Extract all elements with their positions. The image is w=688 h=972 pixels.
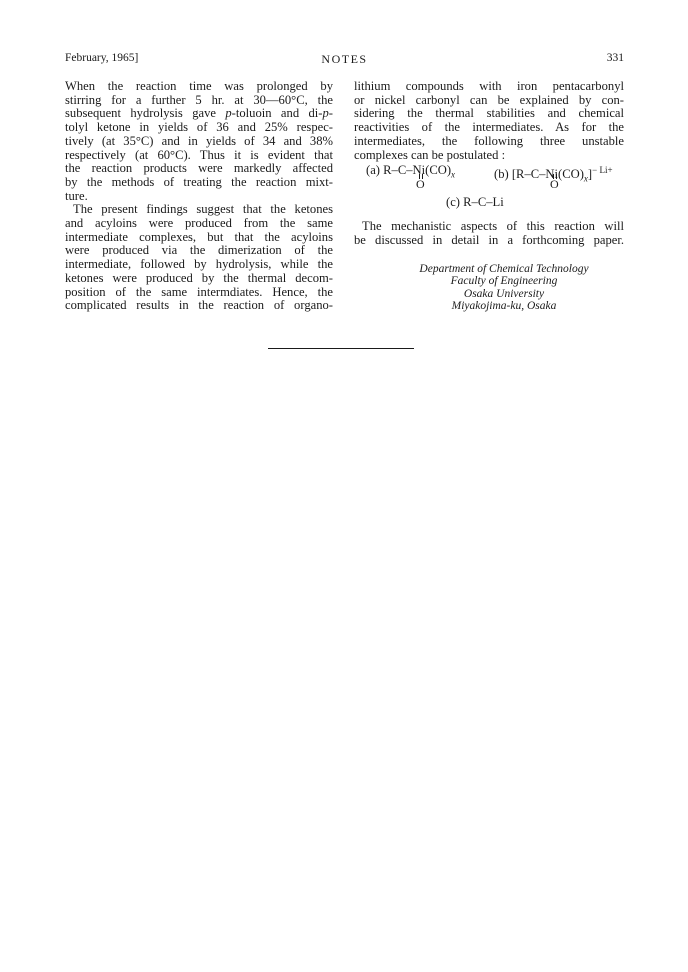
paragraph-findings (65, 203, 333, 313)
text-line: intermediate, followed by hydrolysis, while the (65, 257, 333, 272)
formula-b-label: (b) (494, 167, 509, 182)
text-line: and acyloins were produced from the same (65, 216, 333, 231)
text-line: The mechanistic aspects of this reaction will (362, 219, 624, 234)
text-line: the reaction products were markedly affected (65, 161, 333, 176)
formula-c-text: R–C–Li (463, 195, 504, 210)
text-line: respectively (at 60°C). Thus it is evident that (65, 147, 333, 162)
page-number: 331 (606, 52, 624, 64)
affiliation-department: Department of Chemical Technology (419, 263, 589, 275)
text-line: tolyl ketone in yields of 36 and 25% respec- (65, 120, 333, 135)
paragraph-mechanism (354, 220, 624, 247)
formula-b-oxygen: O (550, 177, 559, 192)
author-affiliation (354, 263, 624, 312)
text-line: The present findings suggest that the ketones (73, 202, 333, 217)
text-line: sidering the thermal stabilities and chemical (354, 106, 624, 121)
formula-b-bracket: ] (587, 167, 593, 182)
page-header (65, 52, 624, 68)
text-line: ture. (65, 188, 88, 203)
formula-a-text: R–C–Ni(CO) (383, 163, 452, 178)
formula-b-charge: − Li (592, 165, 608, 176)
formula-a-label: (a) (366, 163, 380, 178)
text-line: reactivities of the intermediates. As for the (354, 120, 624, 135)
section-title: NOTES (321, 52, 368, 66)
text-line: by the methods of treating the reaction mixt- (65, 174, 333, 189)
formula-b-plus: + (607, 165, 613, 176)
text-line: stirring for a further 5 hr. at 30—60°C, the (65, 92, 333, 107)
paragraph-lithium (354, 80, 624, 162)
affiliation-university: Osaka University (463, 287, 545, 300)
text-line: tively (at 35°C) and in yields of 34 and 38% (65, 133, 333, 148)
text-line: or nickel carbonyl can be explained by con- (354, 92, 624, 107)
text-line: subsequent hydrolysis gave p-toluoin and di-p- (65, 106, 333, 121)
text-line: intermediate complexes, but that the acyloins (65, 229, 333, 244)
affiliation-faculty: Faculty of Engineering (450, 275, 558, 288)
text-line: ketones were produced by the thermal decom- (65, 270, 333, 285)
text-line: intermediates, the following three unstable (354, 133, 624, 148)
text-line: complicated results in the reaction of organo- (65, 298, 333, 313)
journal-date: February, 1965] (65, 52, 139, 64)
text-line: When the reaction time was prolonged by (65, 79, 333, 93)
formula-c (446, 196, 504, 210)
formula-a-subscript: x (451, 169, 456, 180)
text-line: lithium compounds with iron pentacarbonyl (354, 79, 624, 93)
formula-a (366, 164, 455, 182)
formula-c-label: (c) (446, 195, 460, 210)
end-rule (268, 348, 414, 349)
formula-row-ab (354, 164, 624, 194)
formula-b-subscript: x (583, 173, 588, 184)
formula-row-c (354, 196, 624, 214)
paragraph-reaction-time (65, 80, 333, 203)
text-line: position of the same intermdiates. Hence, the (65, 284, 333, 299)
text-line: complexes can be postulated : (354, 147, 506, 162)
text-line: be discussed in detail in a forthcoming paper. (354, 232, 624, 247)
formula-b-text: [R–C–Ni(CO) (511, 167, 584, 182)
affiliation-address: Miyakojima-ku, Osaka (451, 299, 557, 312)
left-column (65, 80, 333, 313)
right-column (354, 80, 624, 248)
formula-a-oxygen: O (416, 177, 425, 192)
text-line: were produced via the dimerization of the (65, 243, 333, 258)
